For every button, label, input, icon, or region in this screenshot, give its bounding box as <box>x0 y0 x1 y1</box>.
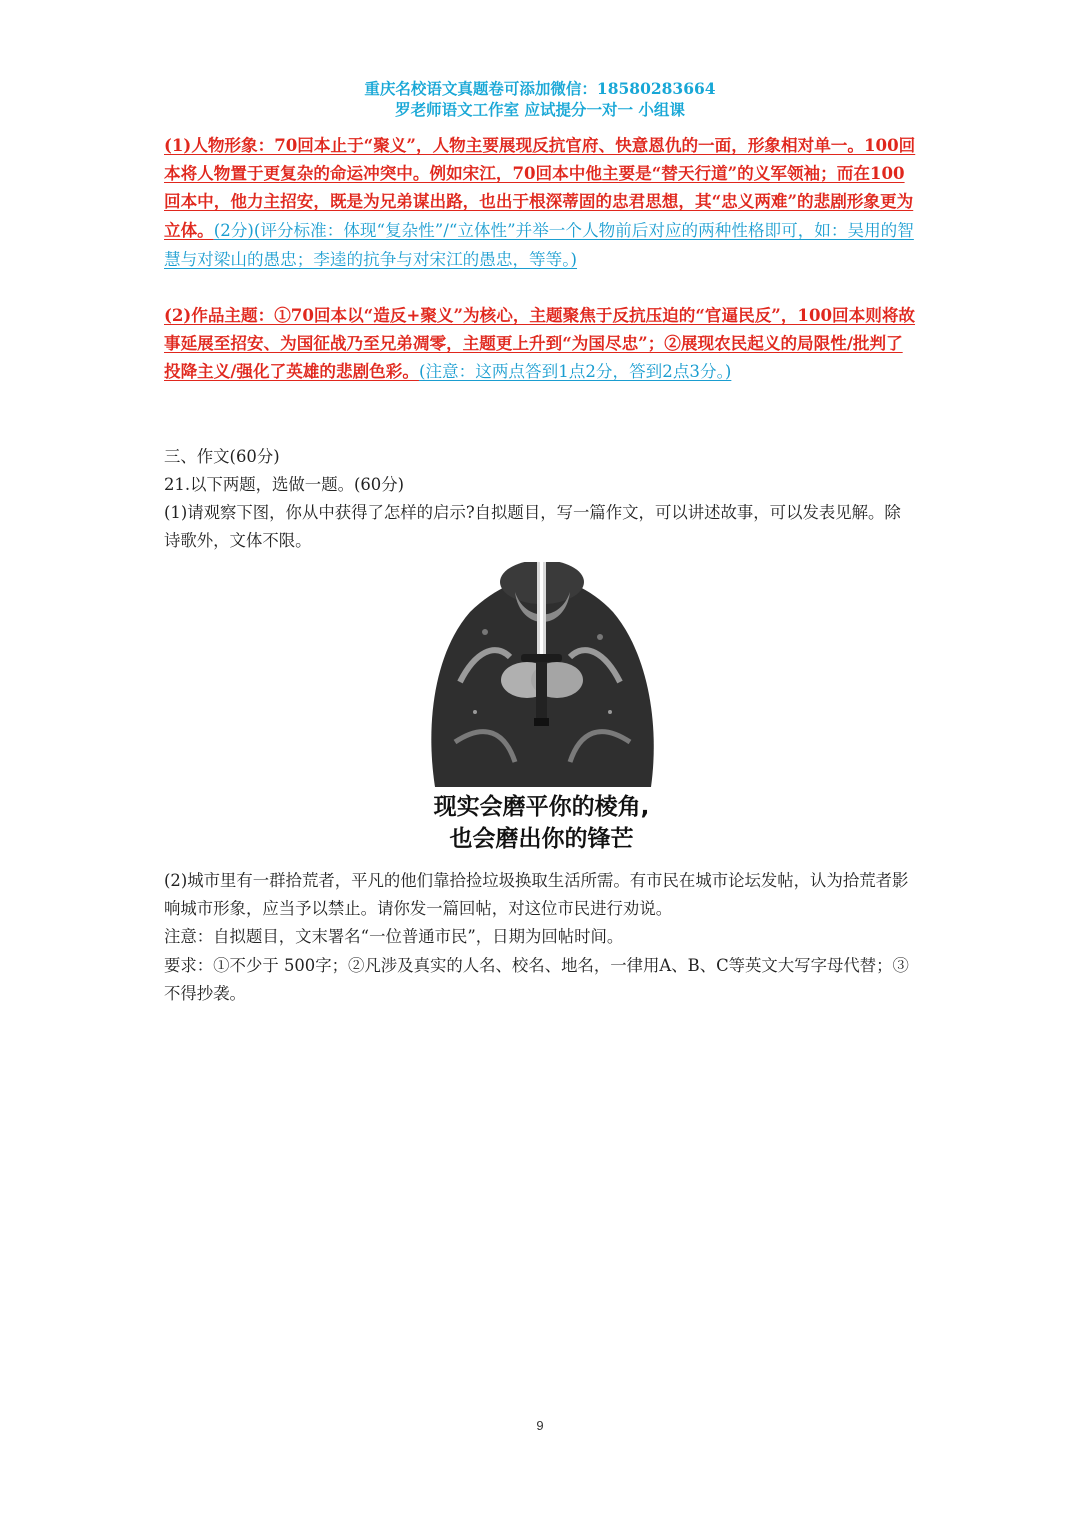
answer-character-image <box>164 131 916 274</box>
figure-caption-line-1: 现实会磨平你的棱角, <box>433 794 650 820</box>
question-21: 21.以下两题，选做一题。(60分) <box>164 475 405 494</box>
header-studio-line: 罗老师语文工作室 应试提分一对一 小组课 <box>395 100 685 119</box>
answer-text: (2)作品主题：①70回本以“造反+聚义”为核心，主题聚焦于反抗压迫的“官逼民反”，100回本则将故事延展至招安、为国征战乃至兄弟凋零，主题更上升到“为国尽忠”；②展现农民起义的局限性/批判了投降主义/强化了英雄的悲剧色彩。 <box>164 305 916 382</box>
option-2-prompt: (2)城市里有一群拾荒者，平凡的他们靠拾捡垃圾换取生活所需。有市民在城市论坛发帖，认为拾荒者影响城市形象，应当予以禁止。请你发一篇回帖，对这位市民进行劝说。 <box>164 871 909 919</box>
header-contact-line: 重庆名校语文真题卷可添加微信：18580283664 <box>364 79 716 98</box>
question-21-option-1: (1)请观察下图，你从中获得了怎样的启示?自拟题目，写一篇作文，可以讲述故事，可以发表见解。除诗歌外，文体不限。 <box>164 503 901 551</box>
sword-holder-illustration <box>415 562 668 787</box>
answer-theme <box>164 301 916 387</box>
section-title: 三、作文(60分) <box>164 447 280 466</box>
option-2-note: 注意：自拟题目，文末署名“一位普通市民”，日期为回帖时间。 <box>164 927 624 947</box>
essay-prompt-figure <box>415 562 668 862</box>
page-number: 9 <box>536 1418 544 1433</box>
question-21-option-2 <box>164 867 916 1008</box>
answer-text: (1)人物形象：70回本止于“聚义”，人物主要展现反抗官府、快意恩仇的一面，形象相对单一。100回本将人物置于更复杂的命运冲突中。例如宋江，70回本中他主要是“替天行道”的义军领袖；而在100回本中，他力主招安，既是为兄弟谋出路，也出于根深蒂固的忠君思想，其“忠义两难”的悲剧形象更为立体。 <box>164 135 916 240</box>
page-header <box>0 78 1080 120</box>
option-2-requirements: 要求：①不少于 500字；②凡涉及真实的人名、校名、地名，一律用A、B、C等英文大写字母代替；③不得抄袭。 <box>164 955 909 1003</box>
scoring-note: (2分)(评分标准：体现“复杂性”/“立体性”并举一个人物前后对应的两种性格即可，如：吴用的智慧与对梁山的愚忠；李逵的抗争与对宋江的愚忠，等等。) <box>164 220 914 269</box>
scoring-note: (注意：这两点答到1点2分，答到2点3分。) <box>418 362 732 382</box>
figure-caption-line-2: 也会磨出你的锋芒 <box>449 826 634 852</box>
